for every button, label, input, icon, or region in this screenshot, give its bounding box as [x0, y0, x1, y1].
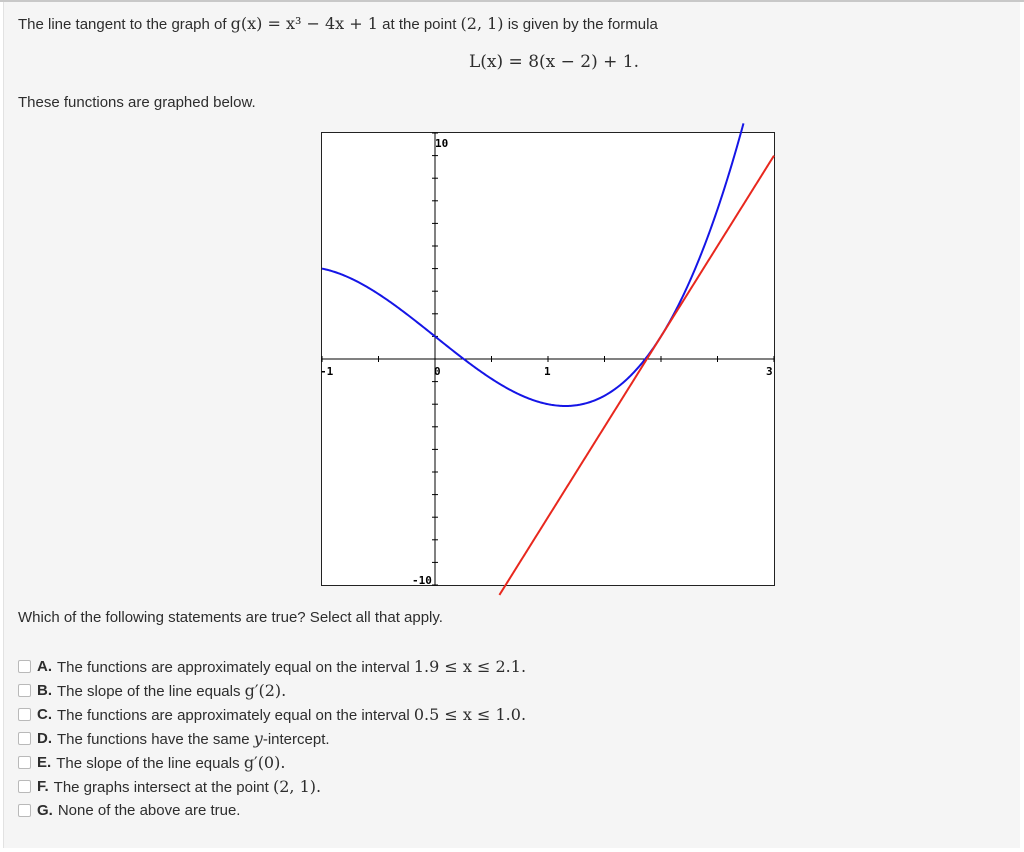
option-letter: A. — [37, 657, 52, 675]
answer-options — [18, 654, 526, 822]
option-text-part: The slope of the line equals — [56, 754, 244, 772]
option-d[interactable] — [18, 726, 526, 750]
option-text-part: The functions are approximately equal on the interval — [57, 658, 414, 676]
option-text — [58, 802, 241, 819]
x-max-label: 3 — [766, 365, 773, 378]
option-letter: E. — [37, 753, 52, 771]
intro-prefix: The line tangent to the graph of — [18, 16, 231, 33]
option-text-part: The graphs intersect at the point — [53, 778, 273, 796]
x-min-label: -1 — [320, 365, 334, 378]
problem-panel — [3, 2, 1020, 848]
option-f-checkbox[interactable] — [18, 780, 31, 793]
graph-canvas — [322, 133, 774, 585]
option-letter: D. — [37, 729, 52, 747]
option-letter: B. — [37, 681, 52, 699]
graphed-text: These functions are graphed below. — [18, 94, 256, 111]
option-g-checkbox[interactable] — [18, 804, 31, 817]
option-text-part: -intercept. — [262, 730, 330, 748]
g-curve — [322, 123, 743, 406]
question-text: Which of the following statements are true? Select all that apply. — [18, 609, 443, 626]
option-b[interactable] — [18, 678, 526, 702]
option-a-checkbox[interactable] — [18, 660, 31, 673]
tangent-point: (2, 1) — [460, 14, 504, 33]
option-letter: G. — [37, 801, 53, 819]
option-text — [57, 657, 526, 676]
intro-mid: at the point — [377, 16, 461, 33]
option-d-checkbox[interactable] — [18, 732, 31, 745]
option-c-checkbox[interactable] — [18, 708, 31, 721]
x-one-label: 1 — [544, 365, 551, 378]
option-text-part: The functions are approximately equal on the interval — [57, 706, 414, 724]
option-e-checkbox[interactable] — [18, 756, 31, 769]
option-text — [57, 729, 330, 748]
x-zero-label: 0 — [434, 365, 441, 378]
tangent-formula: L(x) = 8(x − 2) + 1. — [469, 52, 639, 72]
function-definition: g(x) = x³ − 4x + 1 — [230, 14, 378, 33]
option-text-part: None of the above are true. — [57, 801, 241, 819]
option-math: 0.5 ≤ x ≤ 1.0. — [413, 704, 527, 724]
option-g[interactable] — [18, 798, 526, 822]
function-graph — [321, 132, 775, 586]
option-letter: C. — [37, 705, 52, 723]
option-text — [56, 753, 285, 772]
intro-suffix: is given by the formula — [503, 16, 658, 33]
y-min-label: -10 — [412, 574, 432, 587]
option-a[interactable] — [18, 654, 526, 678]
option-math: y — [253, 728, 263, 748]
option-math: (2, 1). — [272, 776, 322, 796]
intro-line — [18, 14, 658, 35]
option-letter: F. — [37, 777, 49, 795]
option-math: g′(0). — [243, 752, 286, 772]
option-e[interactable] — [18, 750, 526, 774]
option-text — [57, 705, 526, 724]
option-text-part: The functions have the same — [57, 730, 254, 748]
option-f[interactable] — [18, 774, 526, 798]
tangent-line — [499, 156, 774, 595]
option-c[interactable] — [18, 702, 526, 726]
y-max-label: 10 — [435, 137, 449, 150]
option-text — [54, 777, 321, 796]
option-math: g′(2). — [244, 680, 287, 700]
option-b-checkbox[interactable] — [18, 684, 31, 697]
option-text — [57, 681, 286, 700]
option-math: 1.9 ≤ x ≤ 2.1. — [413, 656, 527, 676]
option-text-part: The slope of the line equals — [57, 682, 245, 700]
